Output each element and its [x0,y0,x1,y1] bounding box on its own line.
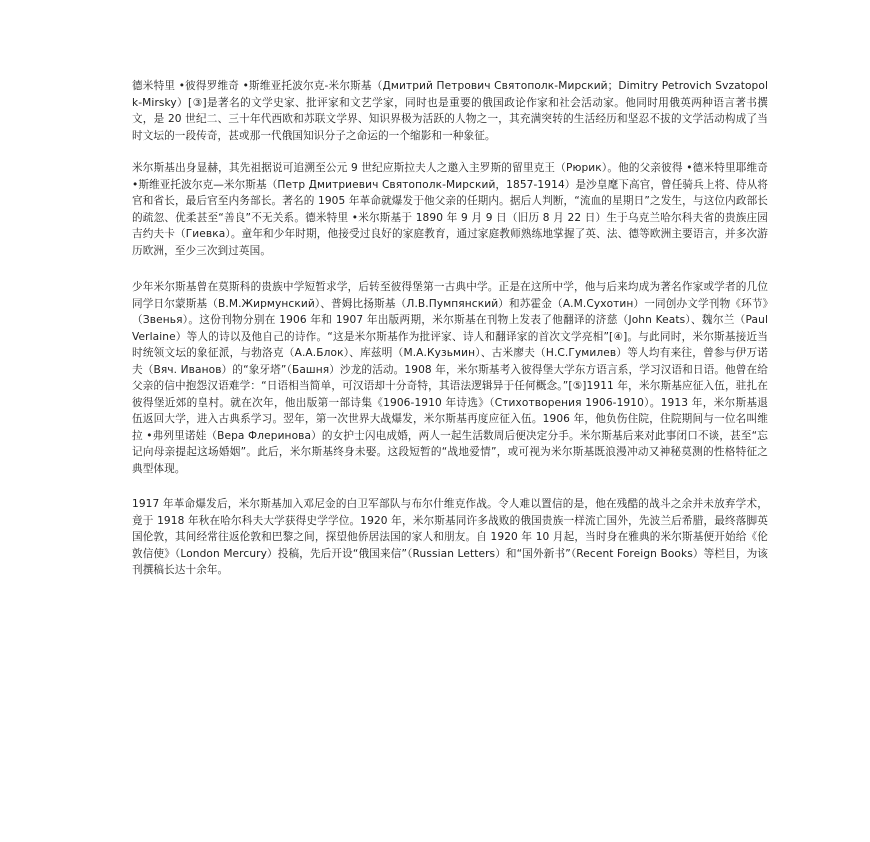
paragraph-youth: 少年米尔斯基曾在莫斯科的贵族中学短暂求学，后转至彼得堡第一古典中学。正是在这所中学，他与后来均成为著名作家或学者的几位同学日尔蒙斯基（В.М.Жирмунский）、普姆比扬斯基（Л.В.Пумпянский）和苏霍金（А.М.Сухотин）一同创办文学刊物《环节》（Звенья）。这份刊物分别在 1906 年和 1907 年出版两期，米尔斯基在刊物上发表了他翻译的济慈（John Keats）、魏尔兰（Paul Verlaine）等人的诗以及他自己的诗作。“这是米尔斯基作为批评家、诗人和翻译家的首次文学亮相”[④]。与此同时，米尔斯基接近当时统领文坛的象征派，与勃洛克（А.А.Блок）、库兹明（М.А.Кузьмин）、古米廖夫（Н.С.Гумилев）等人均有来往，曾参与伊万诺夫（Вяч. Иванов）的“象牙塔”（Башня）沙龙的活动。1908 年，米尔斯基考入彼得堡大学东方语言系，学习汉语和日语。他曾在给父亲的信中抱怨汉语难学：“日语相当简单，可汉语却十分奇特，其语法逻辑异于任何概念。”[⑤]1911 年，米尔斯基应征入伍，驻扎在彼得堡近郊的皇村。就在次年，他出版第一部诗集《1906-1910 年诗选》（Стихотворения 1906-1910）。1913 年，米尔斯基退伍返回大学，进入古典系学习。翌年，第一次世界大战爆发，米尔斯基再度应征入伍。1906 年，他负伤住院，住院期间与一位名叫维拉 •弗列里诺娃（Вера Флеринова）的女护士闪电成婚，两人一起生活数周后便决定分手。米尔斯基后来对此事闭口不谈，甚至“忘记向母亲提起这场婚姻”。此后，米尔斯基终身未娶。这段短暂的“战地爱情”，或可视为米尔斯基既浪漫冲动又神秘莫测的性格特征之典型体现。 [132,281,768,475]
document-page [132,78,768,592]
paragraph-family: 米尔斯基出身显赫，其先祖据说可追溯至公元 9 世纪应斯拉夫人之邀入主罗斯的留里克王（Рюрик）。他的父亲彼得 •德米特里耶维奇 •斯维亚托波尔克—米尔斯基（Петр Дмитриевич Святополк-Мирский，1857-1914）是沙皇麾下高官，曾任骑兵上将、侍从将官和省长，最后官至内务部长。著名的 1905 年革命就爆发于他父亲的任期内。据后人判断，“流血的星期日”之发生，与这位内政部长的疏忽、优柔甚至“善良”不无关系。德米特里 •米尔斯基于 1890 年 9 月 9 日（旧历 8 月 22 日）生于乌克兰哈尔科夫省的贵族庄园吉约夫卡（Гиевка）。童年和少年时期，他接受过良好的家庭教育，通过家庭教师熟练地掌握了英、法、德等欧洲主要语言，并多次游历欧洲，至少三次到过英国。 [132,162,768,257]
paragraph-emigration: 1917 年革命爆发后，米尔斯基加入邓尼金的白卫军部队与布尔什维克作战。令人难以置信的是，他在残酷的战斗之余并未放弃学术，竟于 1918 年秋在哈尔科夫大学获得史学学位。1920 年，米尔斯基同许多战败的俄国贵族一样流亡国外，先波兰后希腊，最终落脚英国伦敦，其间经常往返伦敦和巴黎之间，探望他侨居法国的家人和朋友。自 1920 年 10 月起，当时身在雅典的米尔斯基便开始给《伦敦信使》（London Mercury）投稿，先后开设“俄国来信”（Russian Letters）和“国外新书”（Recent Foreign Books）等栏目，为该刊撰稿长达十余年。 [132,498,768,576]
paragraph-intro: 德米特里 •彼得罗维奇 •斯维亚托波尔克-米尔斯基（Дмитрий Петрович Святополк-Мирский；Dimitry Petrovich Svzatopolk-Mirsky）[③]是著名的文学史家、批评家和文艺学家，同时也是重要的俄国政论作家和社会活动家。他同时用俄英两种语言著书撰文，是 20 世纪二、三十年代西欧和苏联文学界、知识界极为活跃的人物之一，其充满突转的生活经历和坚忍不拔的文学活动构成了当时文坛的一段传奇，甚或那一代俄国知识分子之命运的一个缩影和一种象征。 [132,80,768,142]
